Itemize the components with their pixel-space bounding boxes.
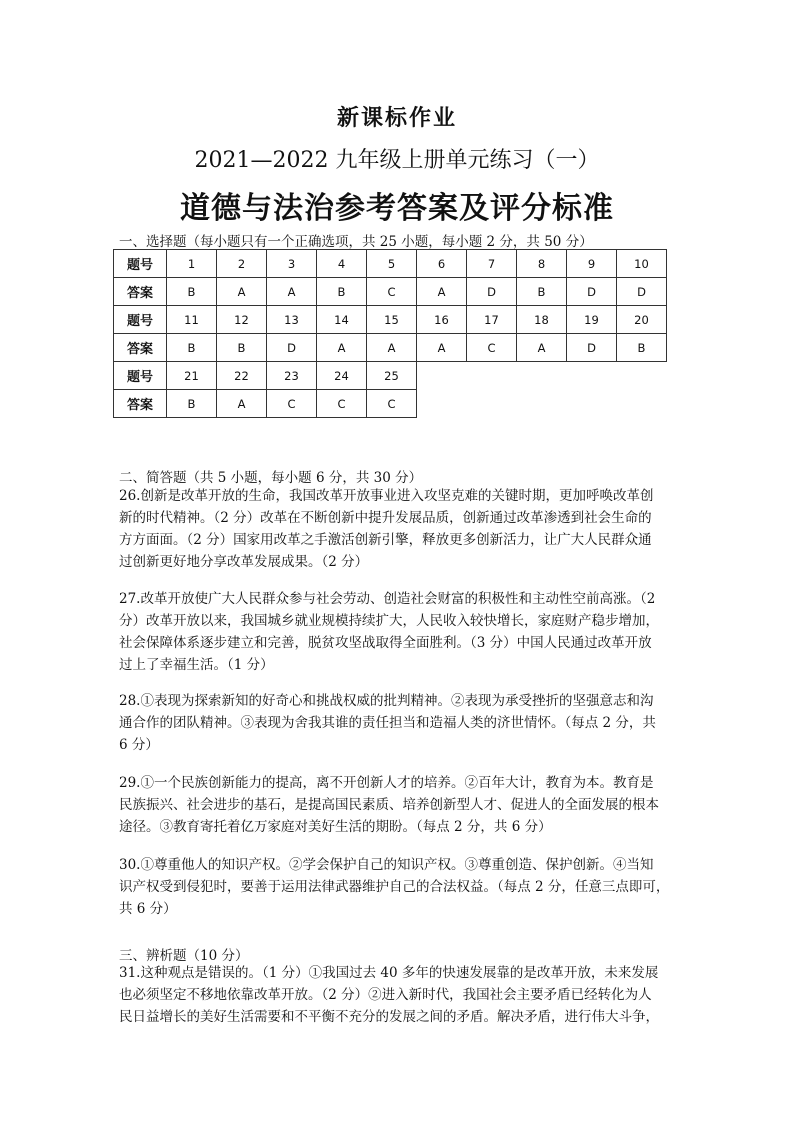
question-number-row bbox=[114, 306, 667, 334]
series-title: 新课标作业 bbox=[336, 105, 457, 131]
answer-cell: D bbox=[467, 278, 517, 306]
answer-cell: A bbox=[417, 278, 467, 306]
answer-cell: A bbox=[217, 278, 267, 306]
answer-cell: A bbox=[317, 334, 367, 362]
question-number-label: 题号 bbox=[114, 250, 167, 278]
question-27-answer bbox=[119, 588, 681, 676]
section2-heading: 二、简答题（共 5 小题，每小题 6 分，共 30 分） bbox=[119, 470, 423, 486]
answer-row bbox=[114, 278, 667, 306]
answer-cell: B bbox=[167, 278, 217, 306]
q30-line: 30.①尊重他人的知识产权。②学会保护自己的知识产权。③尊重创造、保护创新。④当知 bbox=[119, 857, 654, 873]
question-number-cell: 7 bbox=[467, 250, 517, 278]
question-number-cell: 9 bbox=[567, 250, 617, 278]
question-31-answer bbox=[119, 962, 681, 1028]
question-number-cell: 3 bbox=[267, 250, 317, 278]
question-number-cell: 16 bbox=[417, 306, 467, 334]
question-number-cell: 12 bbox=[217, 306, 267, 334]
q28-line: 通合作的团队精神。③表现为舍我其谁的责任担当和造福人类的济世情怀。（每点 2 分，共 bbox=[119, 715, 656, 731]
q27-line: 过上了幸福生活。（1 分） bbox=[119, 657, 274, 673]
answer-cell: B bbox=[167, 390, 217, 418]
question-30-answer bbox=[119, 854, 681, 920]
question-number-cell: 8 bbox=[517, 250, 567, 278]
answer-row bbox=[114, 334, 667, 362]
answer-cell: B bbox=[317, 278, 367, 306]
question-number-cell: 1 bbox=[167, 250, 217, 278]
q31-line: 31.这种观点是错误的。（1 分）①我国过去 40 多年的快速发展靠的是改革开放，未来发展 bbox=[119, 965, 659, 981]
q29-line: 29.①一个民族创新能力的提高，离不开创新人才的培养。②百年大计，教育为本。教育是 bbox=[119, 775, 654, 791]
answer-cell: A bbox=[367, 334, 417, 362]
question-number-cell: 22 bbox=[217, 362, 267, 390]
question-number-row bbox=[114, 362, 667, 390]
question-number-cell: 10 bbox=[617, 250, 667, 278]
question-26-answer bbox=[119, 485, 681, 573]
q26-line: 新的时代精神。（2 分）改革在不断创新中提升发展品质，创新通过改革渗透到社会生命的 bbox=[119, 510, 652, 526]
answer-cell: A bbox=[267, 278, 317, 306]
question-number-cell: 4 bbox=[317, 250, 367, 278]
answer-table bbox=[113, 249, 667, 418]
q26-line: 方方面面。（2 分）国家用改革之手激活创新引擎，释放更多创新活力，让广大人民群众通 bbox=[119, 532, 652, 548]
section3-heading: 三、辨析题（10 分） bbox=[119, 948, 249, 964]
q27-line: 分）改革开放以来，我国城乡就业规模持续扩大，人民收入较快增长，家庭财产稳步增加， bbox=[119, 613, 659, 629]
answer-cell: C bbox=[267, 390, 317, 418]
q26-line: 26.创新是改革开放的生命，我国改革开放事业进入攻坚克难的关键时期，更加呼唤改革创 bbox=[119, 488, 654, 504]
question-number-cell: 21 bbox=[167, 362, 217, 390]
answer-cell: A bbox=[417, 334, 467, 362]
question-number-row bbox=[114, 250, 667, 278]
answer-row bbox=[114, 390, 667, 418]
answer-cell: B bbox=[517, 278, 567, 306]
answer-label: 答案 bbox=[114, 278, 167, 306]
question-29-answer bbox=[119, 772, 681, 838]
q31-line: 民日益增长的美好生活需要和不平衡不充分的发展之间的矛盾。解决矛盾，进行伟大斗争， bbox=[119, 1009, 659, 1025]
question-number-cell: 19 bbox=[567, 306, 617, 334]
question-number-cell: 17 bbox=[467, 306, 517, 334]
question-number-cell: 2 bbox=[217, 250, 267, 278]
answer-cell: C bbox=[317, 390, 367, 418]
answer-label: 答案 bbox=[114, 390, 167, 418]
answer-cell: C bbox=[467, 334, 517, 362]
answer-cell: B bbox=[217, 334, 267, 362]
answer-cell: D bbox=[567, 334, 617, 362]
answer-cell: A bbox=[517, 334, 567, 362]
answer-cell: B bbox=[167, 334, 217, 362]
section1-heading: 一、选择题（每小题只有一个正确选项，共 25 小题，每小题 2 分，共 50 分） bbox=[119, 234, 593, 250]
q30-line: 共 6 分） bbox=[119, 901, 177, 917]
question-number-label: 题号 bbox=[114, 362, 167, 390]
question-number-cell: 25 bbox=[367, 362, 417, 390]
answer-cell: D bbox=[267, 334, 317, 362]
q29-line: 途径。③教育寄托着亿万家庭对美好生活的期盼。（每点 2 分，共 6 分） bbox=[119, 819, 552, 835]
document-title: 道德与法治参考答案及评分标准 bbox=[180, 191, 614, 226]
q30-line: 识产权受到侵犯时，要善于运用法律武器维护自己的合法权益。（每点 2 分，任意三点即可， bbox=[119, 879, 670, 895]
answer-cell: C bbox=[367, 278, 417, 306]
answer-cell: B bbox=[617, 334, 667, 362]
question-number-cell: 20 bbox=[617, 306, 667, 334]
answer-cell: C bbox=[367, 390, 417, 418]
question-number-cell: 13 bbox=[267, 306, 317, 334]
q31-line: 也必须坚定不移地依靠改革开放。（2 分）②进入新时代，我国社会主要矛盾已经转化为人 bbox=[119, 987, 652, 1003]
answer-label: 答案 bbox=[114, 334, 167, 362]
question-number-cell: 11 bbox=[167, 306, 217, 334]
exam-title: 2021—2022 九年级上册单元练习（一） bbox=[194, 148, 600, 173]
answer-cell: A bbox=[217, 390, 267, 418]
q27-line: 27.改革开放使广大人民群众参与社会劳动、创造社会财富的积极性和主动性空前高涨。（2 bbox=[119, 591, 656, 607]
question-number-cell: 24 bbox=[317, 362, 367, 390]
answer-cell: D bbox=[617, 278, 667, 306]
q26-line: 过创新更好地分享改革发展成果。（2 分） bbox=[119, 554, 369, 570]
answer-cell: D bbox=[567, 278, 617, 306]
question-number-label: 题号 bbox=[114, 306, 167, 334]
question-number-cell: 23 bbox=[267, 362, 317, 390]
question-number-cell: 6 bbox=[417, 250, 467, 278]
question-28-answer bbox=[119, 690, 681, 756]
q28-line: 6 分） bbox=[119, 737, 159, 753]
q29-line: 民族振兴、社会进步的基石，是提高国民素质、培养创新型人才、促进人的全面发展的根本 bbox=[119, 797, 659, 813]
question-number-cell: 14 bbox=[317, 306, 367, 334]
question-number-cell: 18 bbox=[517, 306, 567, 334]
question-number-cell: 15 bbox=[367, 306, 417, 334]
q28-line: 28.①表现为探索新知的好奇心和挑战权威的批判精神。②表现为承受挫折的坚强意志和沟 bbox=[119, 693, 654, 709]
q27-line: 社会保障体系逐步建立和完善，脱贫攻坚战取得全面胜利。（3 分）中国人民通过改革开放 bbox=[119, 635, 652, 651]
question-number-cell: 5 bbox=[367, 250, 417, 278]
